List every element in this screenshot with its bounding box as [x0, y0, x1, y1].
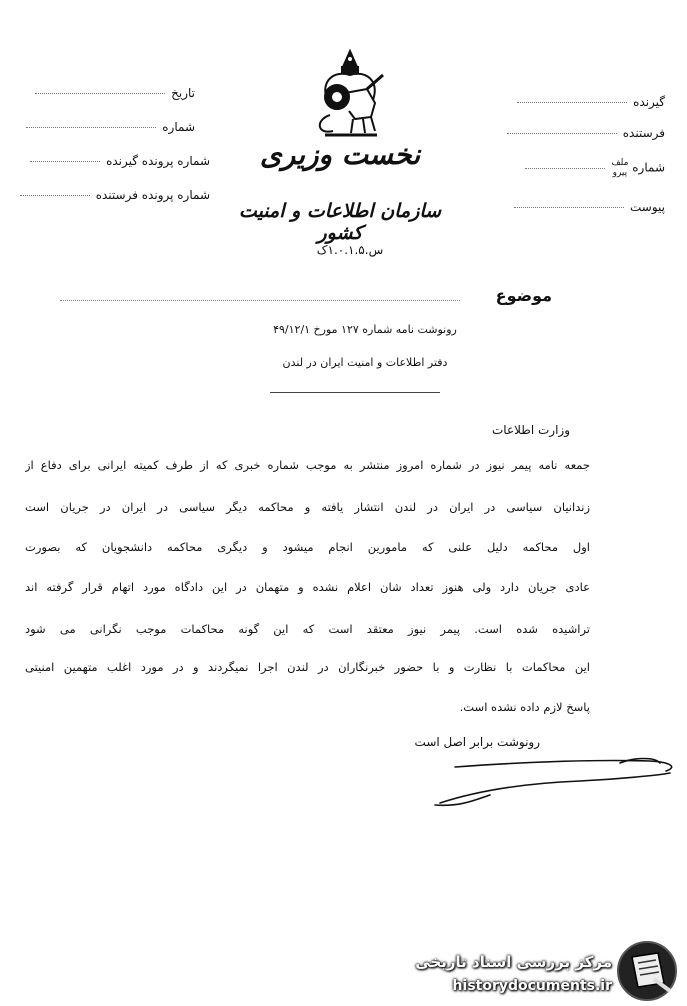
addressee: وزارت اطلاعات: [492, 423, 570, 437]
body-line-5: تراشیده شده است. پیمر نیوز معتقد است که این گونه محاکمات موجب نگرانی می شود: [25, 622, 590, 636]
subject-label: موضوع: [495, 286, 552, 305]
receiver-file-field: [20, 154, 210, 168]
reference-detail: دفتر اطلاعات و امنیت ایران در لندن: [282, 356, 448, 369]
sender-file-field: [20, 188, 210, 202]
sender-label: فرستنده: [622, 126, 665, 140]
date-field: [20, 86, 195, 100]
body-line-1: جمعه نامه پیمر نیوز در شماره امروز منتشر به موجب شماره خبری که از طرف کمیته ایرانی برای دفاع از: [25, 458, 590, 472]
number-sub-top: ملف: [611, 158, 629, 168]
number-field-left: [20, 120, 195, 134]
date-label: تاریخ: [171, 86, 195, 100]
body-line-6: این محاکمات با نظارت و با حضور خبرنگاران در لندن اجرا نمیگردند و در مورد اغلب متهمین امنیتی: [25, 660, 590, 674]
attachment-label: پیوست: [630, 200, 665, 214]
body-line-7: پاسخ لازم داده نشده است.: [459, 700, 590, 714]
lion-and-sun-crest-icon: [305, 45, 395, 145]
archive-logo-icon: [614, 939, 680, 1003]
document-code: س.۱.۰.۱.۵ک: [316, 243, 384, 257]
sender-file-label: شماره پرونده فرستنده: [95, 188, 210, 202]
body-line-3: اول محاکمه دلیل علنی که مامورین انجام میشود و دیگری محاکمه دانشجویان که بصورت: [25, 540, 590, 554]
body-line-2: زندانیان سیاسی در ایران در لندن انتشار یافته و محاکمه دیگر سیاسی در ایران در جریان است: [25, 500, 590, 514]
attachment-field: [485, 200, 665, 214]
body-line-4: عادی جریان دارد ولی هنوز تعداد شان اعلام نشده و متهمان در این دادگاه مورد اتهام قرار گرفته اند: [25, 580, 590, 594]
sender-field: [485, 126, 665, 140]
recipient-field: [485, 95, 665, 109]
number-label-left: شماره: [162, 120, 195, 134]
reference-line: رونوشت نامه شماره ۱۲۷ مورخ ۴۹/۱۲/۱: [273, 323, 457, 336]
signature-icon: [420, 745, 687, 820]
archive-watermark: [400, 935, 687, 1006]
closing-note: رونوشت برابر اصل است: [414, 735, 540, 749]
receiver-file-label: شماره پرونده گیرنده: [106, 154, 210, 168]
recipient-label: گیرنده: [633, 95, 665, 109]
number-label-right: شماره: [632, 160, 665, 175]
reference-divider: [270, 392, 440, 393]
number-field-right: [485, 158, 665, 178]
number-sub-bottom: پیرو: [612, 168, 628, 178]
ministry-title: نخست وزیری: [259, 138, 421, 171]
watermark-url: historydocuments.ir: [452, 978, 612, 994]
watermark-title: مرکز بررسی اسناد تاریخی: [415, 953, 612, 971]
organization-title: سازمان اطلاعات و امنیت کشور: [238, 200, 442, 244]
subject-dotted-line: [60, 300, 460, 301]
